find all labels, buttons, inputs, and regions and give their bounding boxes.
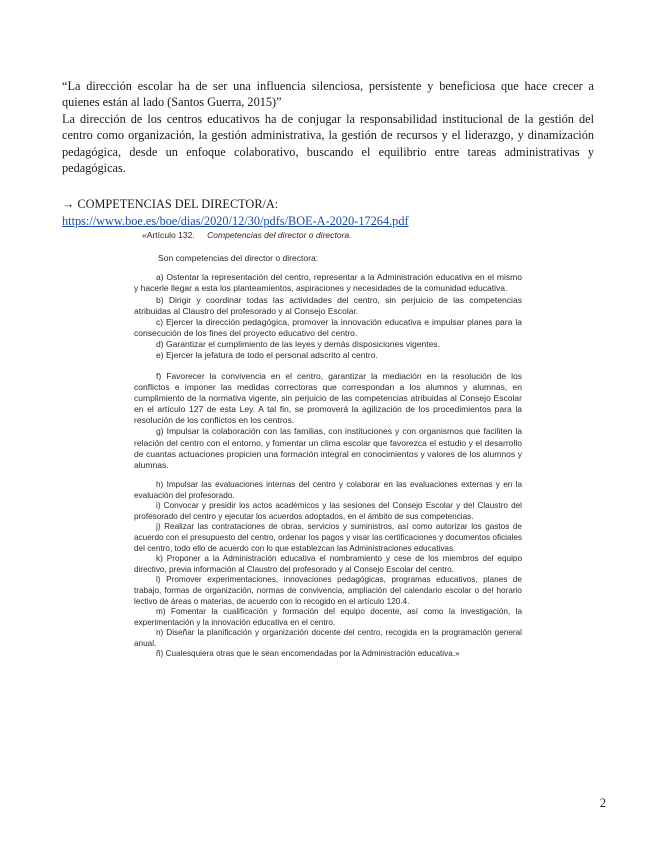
competence-item: e) Ejercer la jefatura de todo el personal adscrito al centro. [156,350,378,361]
competence-item: n) Diseñar la planificación y organización docente del centro, recogida en la programación general anual. [134,628,522,648]
quote-paragraph: “La dirección escolar ha de ser una influencia silenciosa, persistente y beneficiosa que hace crecer a quienes están al lado (Santos Guerra, 2015)” [62,79,594,110]
competence-item: j) Realizar las contrataciones de obras, servicios y suministros, así como autorizar los gastos de acuerdo con el presupuesto del centro, ordenar los pagos y visar las certificaciones y documentos oficiales del centro, todo ello de acuerdo con lo que establezcan las Administraciones educativas. [134,522,522,553]
competence-item: a) Ostentar la representación del centro, representar a la Administración educativa en el mismo y hacerle llegar a esta los planteamientos, aspiraciones y necesidades de la comunidad educativa. [134,272,522,294]
competence-item: b) Dirigir y coordinar todas las actividades del centro, sin perjuicio de las competencias atribuidas al Claustro del profesorado y al Consejo Escolar. [134,294,522,316]
boe-excerpt [134,230,522,768]
intro-text [62,78,594,176]
competence-item: k) Proponer a la Administración educativa el nombramiento y cese de los miembros del equipo directivo, previa información al Claustro del profesorado y al Consejo Escolar del centro. [134,554,522,574]
competence-item: l) Promover experimentaciones, innovaciones pedagógicas, programas educativos, planes de trabajo, formas de organización, normas de convivencia, ampliación del calendario escolar o del horario lectivo de áreas o materias, de acuerdo con lo recogido en el artículo 120.4. [134,575,522,606]
page-number: 2 [599,796,606,810]
competence-item: i) Convocar y presidir los actos académicos y las sesiones del Consejo Escolar y del Claustro del profesorado del centro y ejecutar los acuerdos adoptados, en el ámbito de sus competencias. [134,501,522,521]
competence-item: c) Ejercer la dirección pedagógica, promover la innovación educativa e impulsar planes para la consecución de los fines del proyecto educativo del centro. [134,316,522,339]
competence-item: ñ) Cualesquiera otras que le sean encomendadas por la Administración educativa.» [156,649,460,659]
article-header [142,230,522,241]
description-paragraph: La dirección de los centros educativos ha de conjugar la responsabilidad institucional de la gestión del centro como organización, la gestión administrativa, la gestión de recursos y el liderazgo, y dinamización pedagógica, desde un enfoque colaborativo, buscando el equilibrio entre tareas administrativas y pedagógicas. [62,111,594,176]
boe-link[interactable]: https://www.boe.es/boe/dias/2020/12/30/pdfs/BOE-A-2020-17264.pdf [62,214,409,228]
competence-item: f) Favorecer la convivencia en el centro, garantizar la mediación en la resolución de los conflictos e imponer las medidas correctoras que correspondan a los alumnos y alumnas, en cumplimiento de la normativa vigente, sin perjuicio de las competencias atribuidas al Consejo Escolar en el artículo 127 de esta Ley. A tal fin, se promoverá la agilización de los procedimientos para la resolución de los conflictos en los centros. [134,370,522,426]
competence-item: m) Fomentar la cualificación y formación del equipo docente, así como la investigación, la experimentación y la innovación educativa en el centro. [134,607,522,627]
competence-item: h) Impulsar las evaluaciones internas del centro y colaborar en las evaluaciones externas y en la evaluación del profesorado. [134,479,522,500]
competence-item: d) Garantizar el cumplimiento de las leyes y demás disposiciones vigentes. [156,339,441,350]
article-title: Competencias del director o directora. [207,230,352,240]
article-number: «Artículo 132. [142,230,195,240]
section-heading: → COMPETENCIAS DEL DIRECTOR/A: [62,197,279,211]
article-lead: Son competencias del director o directora: [158,253,319,264]
competence-item: g) Impulsar la colaboración con las familias, con instituciones y con organismos que faciliten la relación del centro con el entorno, y fomentar un clima escolar que favorezca el estudio y el desarrollo de cuantas actuaciones propicien una formación integral en conocimientos y valores de los alumnos y alumnas. [134,426,522,470]
